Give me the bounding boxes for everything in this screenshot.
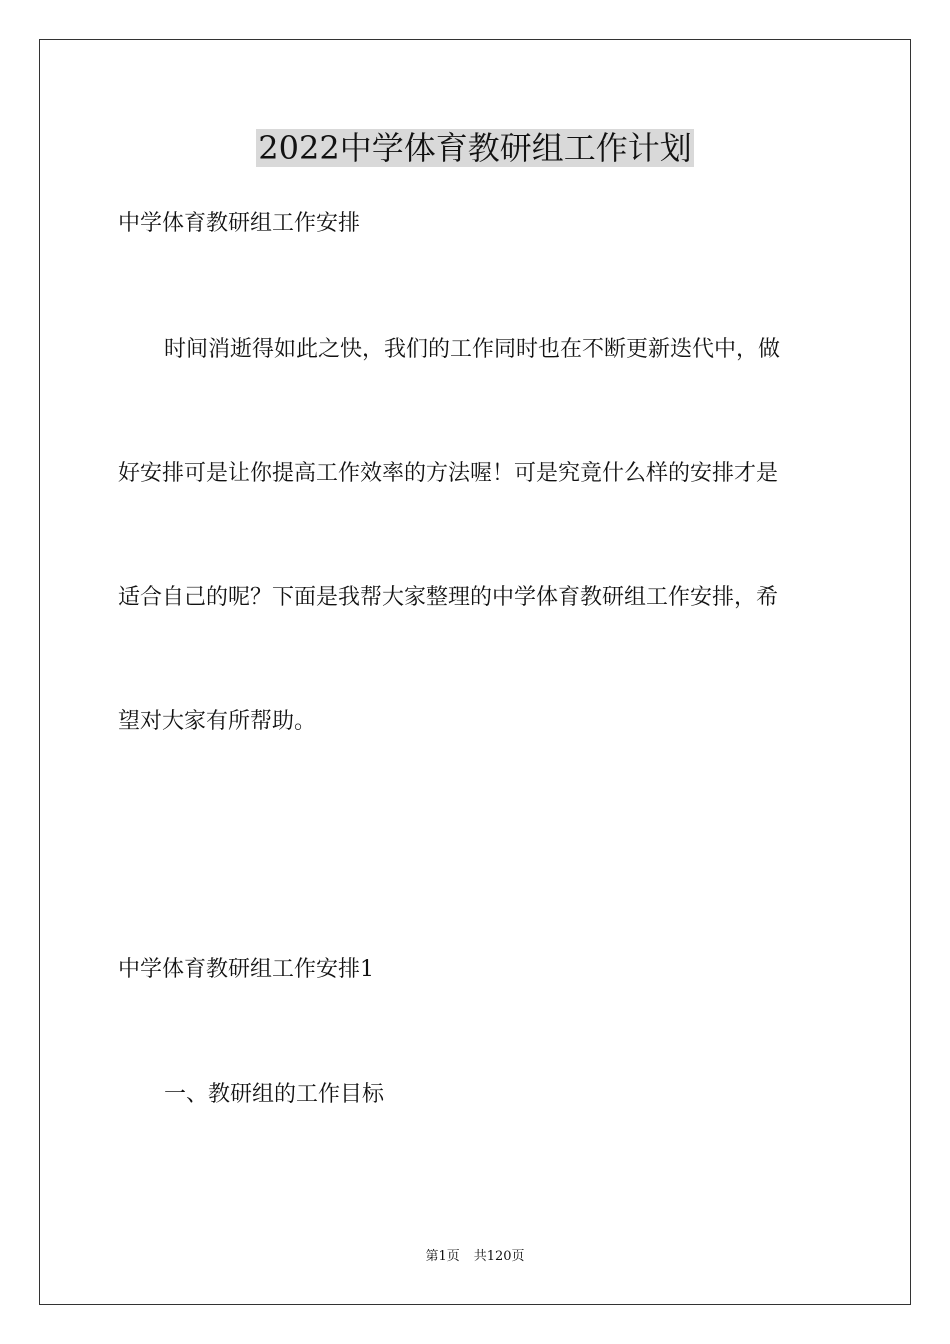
intro-line-3: 适合自己的呢？下面是我帮大家整理的中学体育教研组工作安排，希 [118, 585, 779, 610]
document-title [0, 128, 950, 168]
document-subtitle: 中学体育教研组工作安排 [118, 211, 361, 236]
intro-line-2: 好安排可是让你提高工作效率的方法喔！可是究竟什么样的安排才是 [118, 461, 779, 486]
section-heading: 中学体育教研组工作安排1 [118, 957, 374, 982]
subsection-heading: 一、教研组的工作目标 [164, 1082, 385, 1107]
page-footer [0, 1248, 950, 1266]
page-number: 第1页 [425, 1249, 460, 1264]
intro-line-4: 望对大家有所帮助。 [118, 709, 317, 734]
page-total: 共120页 [473, 1249, 525, 1264]
intro-line-1: 时间消逝得如此之快，我们的工作同时也在不断更新迭代中，做 [164, 337, 781, 362]
document-title-text: 2022中学体育教研组工作计划 [258, 129, 692, 167]
